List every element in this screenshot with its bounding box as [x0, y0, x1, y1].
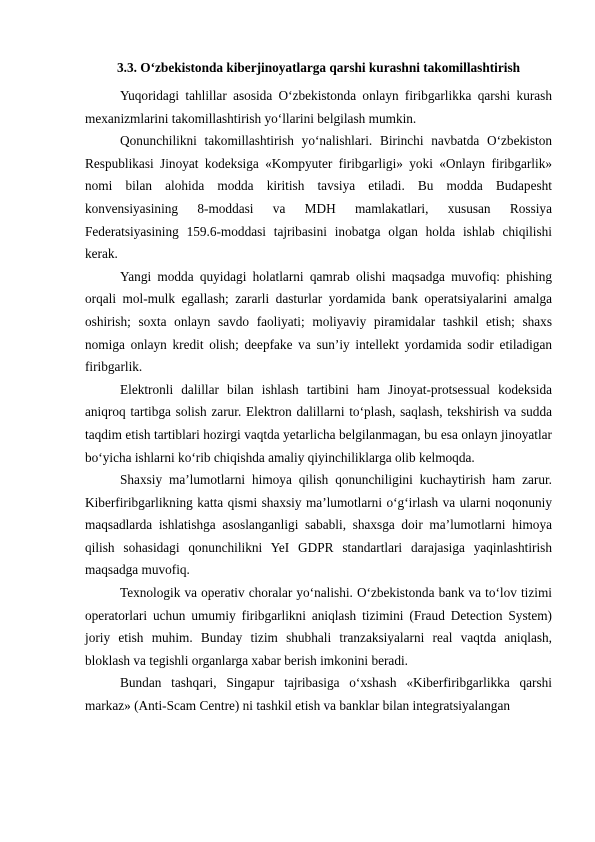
document-body — [85, 57, 552, 718]
paragraph-legislation: Qonunchilikni takomillashtirish yo‘nalishlari. Birinchi navbatda O‘zbekiston Respublikasi Jinoyat kodeksiga «Kompyuter firibgarligi» yoki «Onlayn firibgarlik» nomi bilan alohida modda kiritish tavsiya etiladi. Bu modda Budapesht konvensiyasining 8-moddasi va MDH mamlakatlari, xususan Rossiya Federatsiyasining 159.6-moddasi tajribasini inobatga olgan holda ishlab chiqilishi kerak. — [85, 133, 552, 262]
paragraph-electronic-evidence: Elektronli dalillar bilan ishlash tartibini ham Jinoyat-protsessual kodeksida aniqroq tartibga solish zarur. Elektron dalillarni to‘plash, saqlash, tekshirish va sudda taqdim etish tartiblari hozirgi vaqtda yetarlicha belgilanmagan, bu esa onlayn jinoyatlar bo‘yicha ishlarni ko‘rib chiqishda amaliy qiyinchiliklarga olib kelmoqda. — [85, 381, 552, 465]
paragraph-technology: Texnologik va operativ choralar yo‘nalishi. O‘zbekistonda bank va to‘lov tizimi operatorlari uchun umumiy firibgarlikni aniqlash tizimini (Fraud Detection System) joriy etish muhim. Bunday tizim shubhali tranzaksiyalarni real vaqtda aniqlash, bloklash va tegishli organlarga xabar berish imkonini beradi. — [85, 585, 552, 668]
paragraph-new-article: Yangi modda quyidagi holatlarni qamrab olishi maqsadga muvofiq: phishing orqali mol-mulk egallash; zararli dasturlar yordamida bank operatsiyalarini amalga oshirish; soxta onlayn savdo faoliyati; moliyaviy piramidalar tashkil etish; shaxs nomiga onlayn kredit olish; deepfake va sun’iy intellekt yordamida sodir etiladigan firibgarlik. — [85, 268, 552, 375]
paragraph-anti-scam-centre: Bundan tashqari, Singapur tajribasiga o‘xshash «Kiberfiribgarlikka qarshi markaz» (Anti-Scam Centre) ni tashkil etish va banklar bilan integratsiyalangan — [85, 675, 552, 714]
paragraph-personal-data: Shaxsiy ma’lumotlarni himoya qilish qonunchiligini kuchaytirish ham zarur. Kiberfiribgarlikning katta qismi shaxsiy ma’lumotlarni o‘g‘irlash va ularni noqonuniy maqsadlarda ishlatishga asoslanganligi sababli, shaxsga doir ma’lumotlarni himoya qilish sohasidagi qonunchilikni YeI GDPR standartlari darajasiga yaqinlashtirish maqsadga muvofiq. — [85, 472, 552, 578]
paragraph-intro: Yuqoridagi tahlillar asosida O‘zbekistonda onlayn firibgarlikka qarshi kurash mexanizmlarini takomillashtirish yo‘llarini belgilash mumkin. — [85, 88, 552, 126]
section-heading: 3.3. O‘zbekistonda kiberjinoyatlarga qarshi kurashni takomillashtirish — [116, 60, 521, 75]
